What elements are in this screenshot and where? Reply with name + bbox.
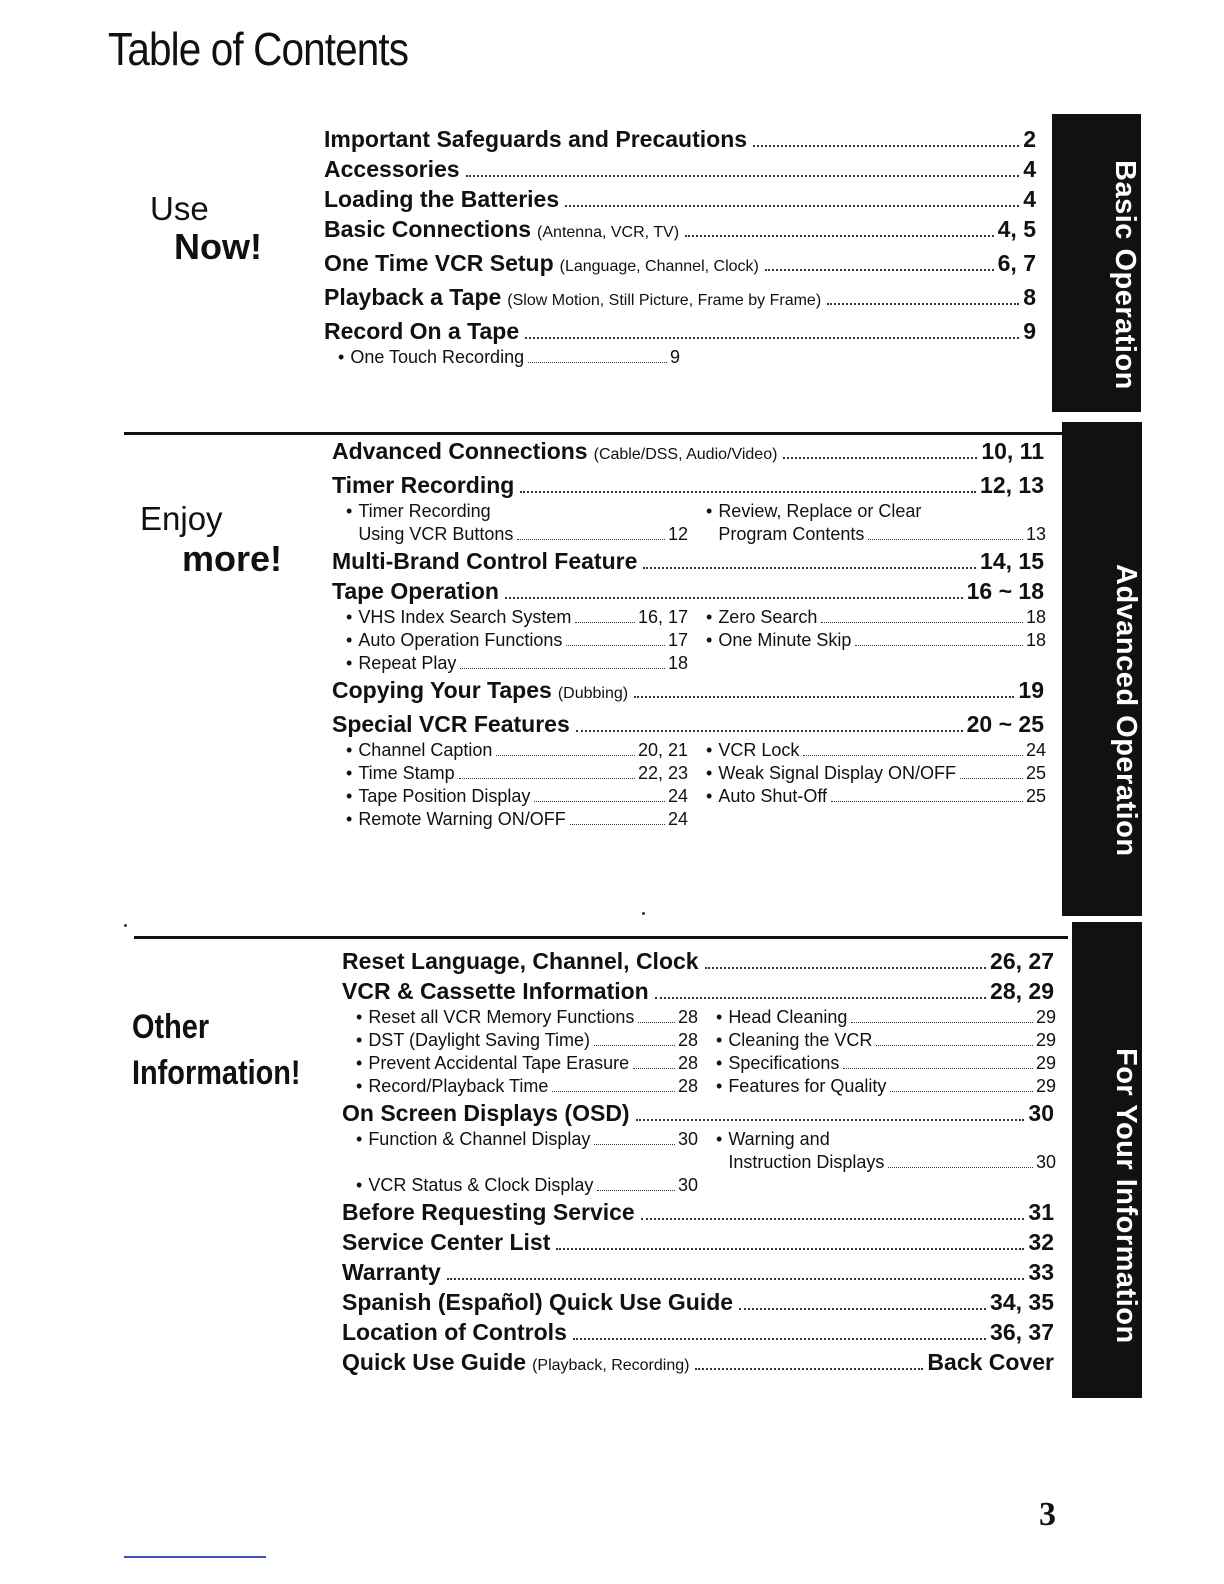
sub-entry-page: 28 [677,1030,698,1050]
dot-leader [459,778,635,779]
sub-entry-page: 18 [1025,630,1046,650]
toc-entry-page: 4, 5 [997,216,1036,242]
bullet-icon: • [346,630,353,650]
dot-leader [655,997,986,999]
bullet-icon: • [356,1175,363,1195]
speck [124,924,127,927]
dot-leader [890,1091,1033,1092]
dot-leader [594,1045,675,1046]
dot-leader [576,730,963,732]
toc-entry-page: 33 [1028,1259,1054,1285]
toc-entry-title: VCR & Cassette Information [342,978,649,1004]
section-label-use-now [150,192,262,265]
sub-entry-page: 30 [1035,1152,1056,1172]
sub-entry-page: 25 [1025,786,1046,806]
toc-entry-page: 16 ~ 18 [966,578,1044,604]
sub-entry-page: 29 [1035,1076,1056,1096]
sub-entry[interactable] [706,762,1046,785]
sub-entry-grid [332,500,1044,546]
toc-entry-page: Back Cover [927,1349,1054,1375]
toc-entry-title: Playback a Tape [324,284,502,310]
bullet-icon: • [706,740,713,760]
toc-entry-title: Reset Language, Channel, Clock [342,948,699,974]
toc-entry[interactable] [342,976,1054,1006]
toc-entry[interactable] [342,1287,1054,1317]
toc-entry-title: Basic Connections [324,216,532,242]
sub-entry-label: Features for Quality [728,1076,887,1096]
bullet-icon: • [706,607,713,627]
sub-entry[interactable] [716,1075,1056,1098]
toc-entry-page: 28, 29 [990,978,1054,1004]
sub-entry[interactable] [346,500,688,546]
sub-entry-grid [342,1006,1054,1098]
sub-entry-line2 [728,1151,1056,1174]
toc-entry-note: (Antenna, VCR, TV) [537,224,680,241]
bullet-icon: • [346,740,353,760]
sub-entry-label-group [728,1128,1056,1174]
sub-entry-page: 24 [667,786,688,806]
toc-entry[interactable] [342,1197,1054,1227]
sub-entry-label-cont: Using VCR Buttons [358,524,514,544]
sub-entry-page: 24 [667,809,688,829]
dot-leader [705,967,986,969]
bullet-icon: • [346,501,353,521]
sub-entry[interactable] [706,629,1046,652]
sub-entry-label: DST (Daylight Saving Time) [368,1030,591,1050]
sub-entry[interactable] [346,606,688,629]
bullet-icon: • [346,607,353,627]
sub-entry[interactable] [706,606,1046,629]
toc-entry[interactable] [342,1257,1054,1287]
sub-entry-label: Auto Shut-Off [718,786,828,806]
sub-entry-label: Channel Caption [358,740,493,760]
sub-entry-label-cont: Program Contents [718,524,865,544]
sub-entry-label: Weak Signal Display ON/OFF [718,763,957,783]
sub-entry[interactable] [706,739,1046,762]
dot-leader [638,1022,675,1023]
sub-entry-line2 [358,523,688,546]
sub-entry[interactable] [356,1029,698,1052]
sub-entry-page: 28 [677,1076,698,1096]
speck [642,912,645,915]
sub-entry-page: 20, 21 [637,740,688,760]
sub-entry[interactable] [346,652,688,675]
toc-entry-page: 14, 15 [980,548,1044,574]
sub-entry-page: 29 [1035,1007,1056,1027]
sub-entry-label: Review, Replace or Clear [718,501,922,521]
sub-entry-page: 29 [1035,1030,1056,1050]
toc-entry[interactable] [324,184,1036,214]
toc-entry[interactable] [332,436,1044,470]
dot-leader [552,1091,675,1092]
toc-entry-note: (Language, Channel, Clock) [559,258,759,275]
dot-leader [575,622,635,623]
toc-entry[interactable] [324,124,1036,154]
sub-entry-page: 29 [1035,1053,1056,1073]
bullet-icon: • [706,763,713,783]
dot-leader [565,205,1019,207]
sub-entry[interactable] [346,629,688,652]
toc-section-advanced [332,436,1044,831]
sub-entry-label: Time Stamp [358,763,455,783]
sub-entry-page: 24 [1025,740,1046,760]
section-label-other-information [132,1010,330,1090]
sub-entry-label: Prevent Accidental Tape Erasure [368,1053,630,1073]
dot-leader [827,303,1019,305]
sub-entry-grid [342,1128,1054,1197]
sub-entry[interactable] [716,1052,1056,1075]
sub-entry-page: 18 [1025,607,1046,627]
sub-entry-label: Zero Search [718,607,818,627]
dot-leader [831,801,1023,802]
dot-leader [570,824,665,825]
sub-entry-label: Warning and [728,1129,830,1149]
toc-entry-page: 6, 7 [997,250,1036,276]
tab-advanced-operation[interactable]: Advanced Operation [1062,422,1142,916]
bullet-icon: • [716,1007,723,1027]
dot-leader [868,539,1023,540]
bullet-icon: • [338,347,345,367]
sub-entry[interactable] [716,1006,1056,1029]
sub-entry-label-group [718,500,1046,546]
sub-entry[interactable] [346,739,688,762]
dot-leader [525,337,1019,339]
toc-entry-page: 32 [1028,1229,1054,1255]
sub-entry-label: Repeat Play [358,653,457,673]
toc-entry-note: (Cable/DSS, Audio/Video) [593,446,778,463]
toc-entry[interactable] [324,282,1036,316]
sub-entry-label: One Minute Skip [718,630,852,650]
toc-entry[interactable] [324,248,1036,282]
toc-entry-note: (Dubbing) [557,685,629,702]
toc-entry-title: Important Safeguards and Precautions [324,126,748,152]
sub-entry-label: VCR Status & Clock Display [368,1175,594,1195]
toc-entry-title: Special VCR Features [332,711,570,737]
dot-leader [460,668,665,669]
sub-entry-page: 28 [677,1053,698,1073]
toc-entry-title: Warranty [342,1259,441,1285]
sub-entry-label: Timer Recording [358,501,491,521]
section-divider [134,936,1068,939]
toc-entry[interactable] [324,214,1036,248]
toc-entry[interactable] [342,1227,1054,1257]
dot-leader [960,778,1023,779]
toc-entry-page: 30 [1028,1100,1054,1126]
dot-leader [466,175,1020,177]
dot-leader [643,567,976,569]
sub-entry-label-group [358,500,688,546]
toc-entry[interactable] [342,1098,1054,1128]
sub-entry[interactable] [346,808,688,831]
dot-leader [594,1144,675,1145]
sub-entry-label: Reset all VCR Memory Functions [368,1007,635,1027]
dot-leader [573,1338,986,1340]
bullet-icon: • [356,1007,363,1027]
toc-entry-title: Quick Use Guide [342,1349,527,1375]
bullet-icon: • [716,1129,723,1149]
sub-entry[interactable] [356,1052,698,1075]
section-label-line1: Enjoy [140,500,223,537]
dot-leader [765,269,994,271]
sub-entry-page: 9 [669,347,680,367]
bullet-icon: • [356,1030,363,1050]
toc-entry-title: Advanced Connections [332,438,588,464]
footer-rule [124,1556,266,1558]
dot-leader [843,1068,1033,1069]
toc-entry-page: 26, 27 [990,948,1054,974]
dot-leader [566,645,665,646]
sub-entry-label: Remote Warning ON/OFF [358,809,566,829]
toc-entry-page: 2 [1023,126,1036,152]
sub-entry-label: VHS Index Search System [358,607,572,627]
toc-entry-page: 31 [1028,1199,1054,1225]
dot-leader [556,1248,1024,1250]
toc-section-information [342,946,1054,1381]
toc-entry[interactable] [342,1317,1054,1347]
toc-entry-page: 19 [1018,677,1044,703]
sub-entry[interactable] [706,785,1046,808]
toc-entry-title: Record On a Tape [324,318,520,344]
dot-leader [783,457,977,459]
bullet-icon: • [346,809,353,829]
section-label-line2: more! [182,538,283,579]
dot-leader [695,1368,923,1370]
sub-entry[interactable] [356,1075,698,1098]
toc-entry-title: Spanish (Español) Quick Use Guide [342,1289,734,1315]
bullet-icon: • [346,763,353,783]
toc-entry-page: 34, 35 [990,1289,1054,1315]
toc-entry-title: Copying Your Tapes [332,677,552,703]
sub-entry-page: 25 [1025,763,1046,783]
toc-entry-note: (Slow Motion, Still Picture, Frame by Frame) [507,292,822,309]
bullet-icon: • [356,1076,363,1096]
toc-entry-title: Accessories [324,156,460,182]
toc-entry-title: Timer Recording [332,472,515,498]
toc-section-basic [324,124,1036,369]
bullet-icon: • [706,630,713,650]
page-title: Table of Contents [108,23,409,75]
toc-entry-page: 4 [1023,186,1036,212]
toc-entry[interactable] [332,470,1044,500]
sub-entry-page: 30 [677,1129,698,1149]
sub-entry-grid [332,739,1044,831]
sub-entry-label: Tape Position Display [358,786,531,806]
sub-entry[interactable] [338,346,680,369]
dot-leader [636,1119,1025,1121]
dot-leader [641,1218,1025,1220]
section-label-line2: Information! [132,1054,301,1092]
section-label-enjoy-more [140,502,282,577]
toc-entry-title: One Time VCR Setup [324,250,554,276]
sub-entry-page: 18 [667,653,688,673]
section-divider [124,432,1064,435]
sub-entry-label: VCR Lock [718,740,800,760]
dot-leader [821,622,1023,623]
dot-leader [520,491,976,493]
toc-entry[interactable] [332,546,1044,576]
sub-entry-label: Specifications [728,1053,840,1073]
dot-leader [496,755,635,756]
toc-entry-title: Tape Operation [332,578,499,604]
toc-entry[interactable] [342,946,1054,976]
toc-entry[interactable] [324,316,1036,346]
sub-entry-label: Record/Playback Time [368,1076,549,1096]
bullet-icon: • [346,653,353,673]
dot-leader [803,755,1023,756]
dot-leader [851,1022,1033,1023]
sub-entry-page: 28 [677,1007,698,1027]
toc-entry-page: 36, 37 [990,1319,1054,1345]
toc-entry-page: 20 ~ 25 [966,711,1044,737]
toc-entry-title: Before Requesting Service [342,1199,635,1225]
toc-entry[interactable] [342,1347,1054,1381]
dot-leader [528,362,667,363]
toc-entry-title: On Screen Displays (OSD) [342,1100,630,1126]
bullet-icon: • [706,786,713,806]
dot-leader [633,1068,675,1069]
dot-leader [739,1308,986,1310]
toc-entry-title: Loading the Batteries [324,186,560,212]
sub-entry-page: 12 [667,524,688,544]
sub-entry-grid [324,346,1036,369]
sub-entry-label: Auto Operation Functions [358,630,563,650]
sub-entry[interactable] [356,1174,698,1197]
toc-entry-title: Service Center List [342,1229,551,1255]
section-label-line2: Now! [174,226,262,267]
sub-entry-label: One Touch Recording [350,347,525,367]
sub-entry[interactable] [346,785,688,808]
toc-entry-title: Location of Controls [342,1319,567,1345]
dot-leader [876,1045,1033,1046]
toc-entry-page: 10, 11 [981,438,1044,464]
sub-entry-grid [332,606,1044,675]
sub-entry[interactable] [716,1128,1056,1174]
sub-entry[interactable] [356,1128,698,1174]
sub-entry[interactable] [706,500,1046,546]
toc-entry-page: 8 [1023,284,1036,310]
sub-entry-page: 16, 17 [637,607,688,627]
page-number: 3 [1039,1496,1056,1533]
toc-entry-note: (Playback, Recording) [532,1357,690,1374]
dot-leader [685,235,994,237]
dot-leader [855,645,1023,646]
toc-entry-title: Multi-Brand Control Feature [332,548,638,574]
sub-entry[interactable] [356,1006,698,1029]
dot-leader [597,1190,675,1191]
dot-leader [888,1167,1033,1168]
sub-entry[interactable] [346,762,688,785]
section-label-line1: Use [150,190,209,227]
tab-for-your-information[interactable]: For Your Information [1072,922,1142,1398]
sub-entry-label-cont: Instruction Displays [728,1152,885,1172]
bullet-icon: • [356,1053,363,1073]
toc-entry-page: 12, 13 [980,472,1044,498]
toc-entry-page: 4 [1023,156,1036,182]
bullet-icon: • [716,1030,723,1050]
sub-entry-label: Cleaning the VCR [728,1030,873,1050]
toc-entry-page: 9 [1023,318,1036,344]
sub-entry-page: 30 [677,1175,698,1195]
dot-leader [534,801,665,802]
bullet-icon: • [716,1053,723,1073]
dot-leader [634,696,1014,698]
tab-basic-operation[interactable]: Basic Operation [1052,114,1141,412]
dot-leader [505,597,963,599]
sub-entry-line2 [718,523,1046,546]
dot-leader [517,539,665,540]
sub-entry[interactable] [716,1029,1056,1052]
toc-entry[interactable] [332,709,1044,739]
bullet-icon: • [706,501,713,521]
sub-entry-page: 17 [667,630,688,650]
dot-leader [447,1278,1025,1280]
bullet-icon: • [356,1129,363,1149]
section-label-line1: Other [132,1008,210,1046]
toc-entry[interactable] [332,576,1044,606]
toc-entry[interactable] [324,154,1036,184]
sub-entry-page: 13 [1025,524,1046,544]
bullet-icon: • [716,1076,723,1096]
toc-entry[interactable] [332,675,1044,709]
dot-leader [753,145,1019,147]
sub-entry-page: 22, 23 [637,763,688,783]
bullet-icon: • [346,786,353,806]
sub-entry-label: Head Cleaning [728,1007,848,1027]
sub-entry-label: Function & Channel Display [368,1129,591,1149]
